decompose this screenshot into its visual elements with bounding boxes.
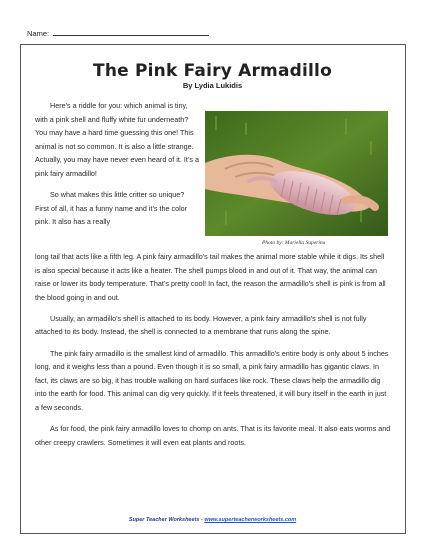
page-footer [0,517,425,523]
name-blank[interactable] [53,29,209,36]
paragraph: Here’s a riddle for you: which animal is tiny, with a pink shell and fluffy white fur underneath? You may have a hard time guessing this one! This animal is not so common. It is also a little strange. Actually, you may have never even heard of it. It’s a pink fairy armadillo! [35,101,199,178]
armadillo-photo [205,111,388,236]
paragraph: long tail that acts like a fifth leg. A pink fairy armadillo's tail makes the animal more stable while it digs. Its shell is also special because it acts like a heater. The shell pumps blood in and out of it. That way, the animal can raise or lower its body temperature. That’s pretty cool! In fact, the reason the armadillo's shell is pink is from all the blood going in and out. [35,252,386,302]
photo-caption: Photo by: Mariella Superina [262,240,326,246]
photo-illustration [205,111,388,236]
footer-brand: Super Teacher Worksheets [128,517,200,523]
article-byline: By Lydia Lukidis [182,81,243,90]
footer-url-link[interactable]: www.superteacherworksheets.com [204,517,297,523]
name-field-line [27,29,209,38]
paragraph: As for food, the pink fairy armadillo loves to chomp on ants. That is its favorite meal. It also eats worms and other creepy crawlers. Sometimes it will even eat plants and roots. [35,424,391,447]
text-column-top [35,99,199,229]
footer-separator: - [199,517,205,523]
name-label: Name: [27,29,50,38]
paragraph: The pink fairy armadillo is the smallest kind of armadillo. This armadillo's entire body is only about 5 inches long, and it weighs less than a pound. Even though it is so small, a pink fairy armadillo has gigantic claws. In fact, its claws are so big, it has trouble walking on hard surfaces like rock. These claws help the armadillo dig into the earth for food. This animal can dig very quickly. If it feels threatened, it will bury itself in the earth in just a few seconds. [35,348,389,412]
article-title: The Pink Fairy Armadillo [93,61,332,81]
paragraph: Usually, an armadillo's shell is attached to its body. However, a pink fairy armadillo's shell is not fully attached to its body. Instead, the shell is connected to a membrane that runs along the spine. [35,313,367,337]
paragraph: So what makes this little critter so unique? First of all, it has a funny name and it’s the color pink. It also has a really [35,190,188,227]
text-body-wide [35,250,391,457]
